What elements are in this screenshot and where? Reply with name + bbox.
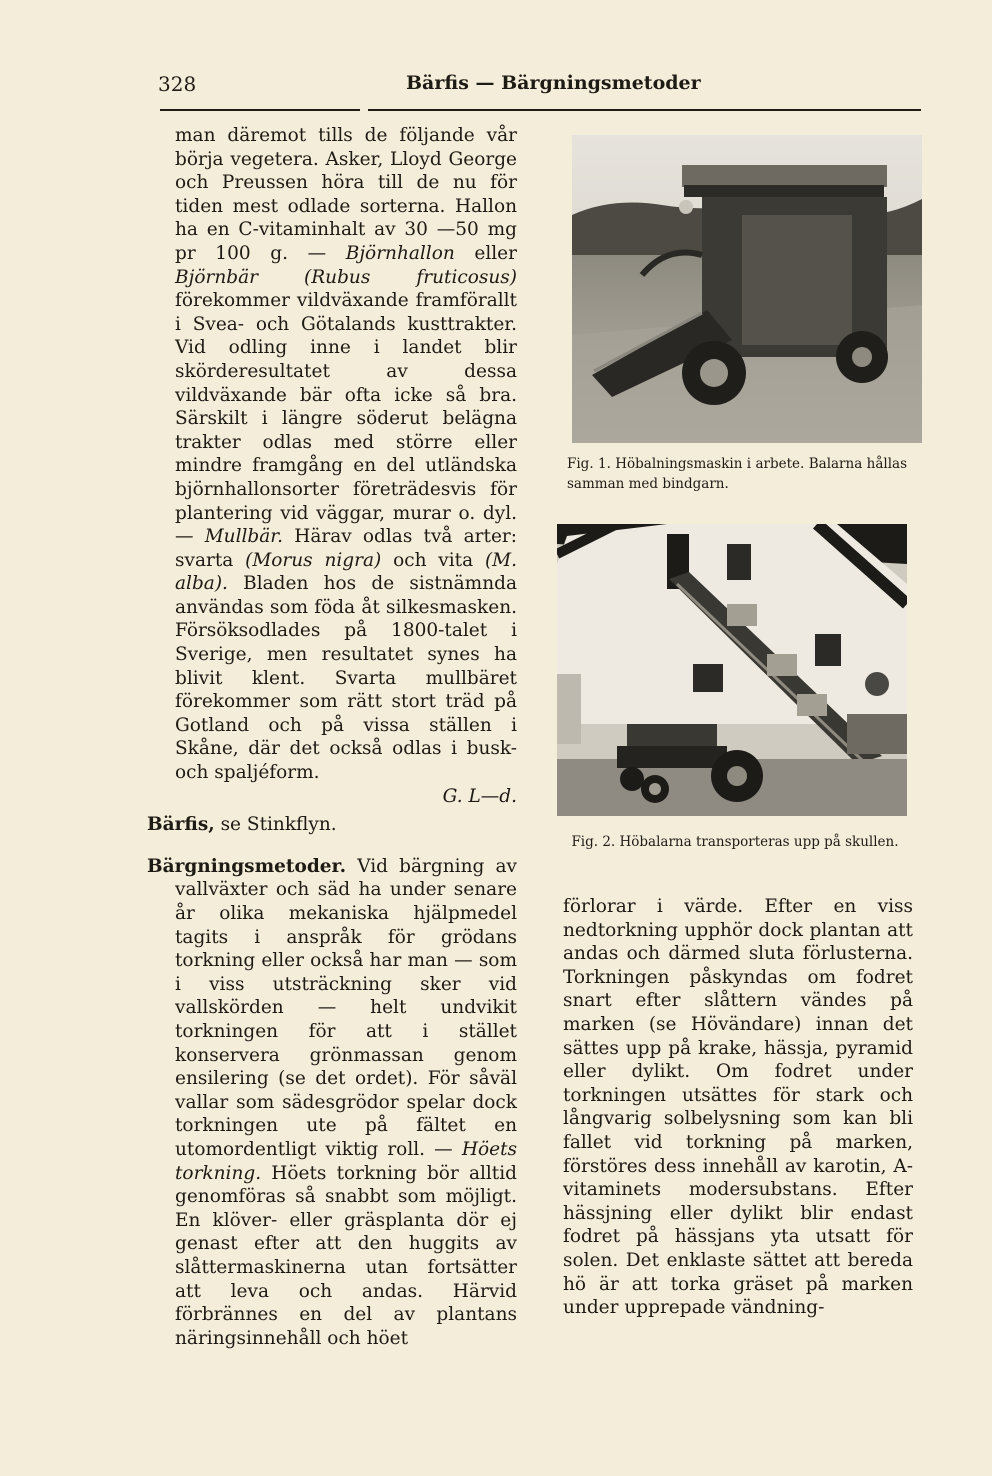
entry-continuation-right: förlorar i värde. Efter en viss nedtorkning upphör dock plantan att andas och därmed sluta förlusterna. Torkningen påskyndas om fodret snart efter slåttern vändes på marken (se Hövändare) innan det sättes upp på krake, hässja, pyramid eller dylikt. Om fodret under torkningen utsättes för stark och långvarig solbelysning som kan bli fallet vid torkning på marken, förstöres dess innehåll av karotin, A-vitaminets modersubstans. Efter hässjning eller dylikt blir endast fodret på hässjans yta utsatt för solen. Det enklaste sättet att bereda hö är att torka gräset på marken under upprepade vändning- — [563, 896, 913, 1319]
term-bjornhallon: Björnhallon — [345, 242, 455, 264]
figure-1-caption: Fig. 1. Höbalningsmaskin i arbete. Balarna hållas samman med bindgarn. — [567, 456, 907, 492]
entry-continuation: man däremot tills de följande vår börja vegetera. Asker, Lloyd George och Preussen höra till de nu för tiden mest odlade sorterna. Hallon ha en C-vitaminhalt av 30 —50 mg pr 100 g. — Björnhallon eller Björnbär (Rubus fruticosus) förekommer vildväxande framförallt i Svea- och Götalands kusttrakter. Vid odling inne i landet blir skörderesultatet av dessa vildväxande bär ofta icke så bra. Särskilt i längre söderut belägna trakter odlas med större eller mindre framgång en del utländska björnhallonsorter företrädesvis för plantering vid väggar, murar o. dyl. — Mullbär. Härav odlas två arter: svarta (Morus nigra) och vita (M. alba). Bladen hos de sistnämnda användas som föda åt silkesmasken. Försöksodlades på 1800-talet i Sverige, men resultatet synes ha blivit klent. Svarta mullbäret förekommer som rätt stort träd på Gotland och på vissa ställen i Skåne, där det också odlas i busk- och spaljéform. G. L—d. — [175, 125, 517, 807]
figure-2-photo — [557, 524, 907, 816]
term-m-alba: (M. alba). — [175, 549, 517, 595]
figure-2-caption: Fig. 2. Höbalarna transporteras upp på skullen. — [571, 834, 899, 850]
term-hoets-torkning: Höets torkning. — [175, 1138, 517, 1184]
header-rule-right — [368, 109, 921, 111]
term-morus-nigra: (Morus nigra) — [245, 549, 382, 571]
left-column — [147, 124, 517, 1350]
lemma-bargningsmetoder: Bärgningsmetoder. — [147, 855, 347, 877]
entry-barfis: Bärfis, se Stinkflyn. — [147, 814, 337, 836]
running-head: Bärfis — Bärgningsmetoder — [406, 72, 701, 94]
hay-baler-photo — [572, 135, 922, 443]
term-mullbar: Mullbär. — [204, 526, 283, 548]
page-header — [158, 72, 918, 102]
figure-1-photo — [572, 135, 922, 443]
term-bjornbar: Björnbär (Rubus fruticosus) — [175, 266, 517, 288]
author-signature: G. L—d. — [442, 785, 517, 807]
header-rule-left — [160, 109, 360, 111]
lemma-barfis: Bärfis, — [147, 814, 215, 836]
page-number: 328 — [158, 72, 197, 96]
right-column — [563, 895, 913, 1320]
entry-bargningsmetoder: Bärgningsmetoder. Vid bärgning av vallväxter och säd ha under senare år olika mekaniska hjälpmedel tagits i anspråk för grödans torkning eller också har man — som i viss utsträckning sker vid vallskörden — helt undvikit torkningen för att i stället konservera grönmassan genom ensilering (se det ordet). För såväl vallar som sädesgrödor spelar dock torkningen ute på fältet en utomordentligt viktig roll. — Höets torkning. Höets torkning bör alltid genomföras så snabbt som möjligt. En klöver- eller gräsplanta dör ej genast efter att den huggits av slåttermaskinerna utan fortsätter att leva och andas. Härvid förbrännes en del av plantans näringsinnehåll och höet — [147, 855, 517, 1349]
hay-elevator-barn-photo — [557, 524, 907, 816]
